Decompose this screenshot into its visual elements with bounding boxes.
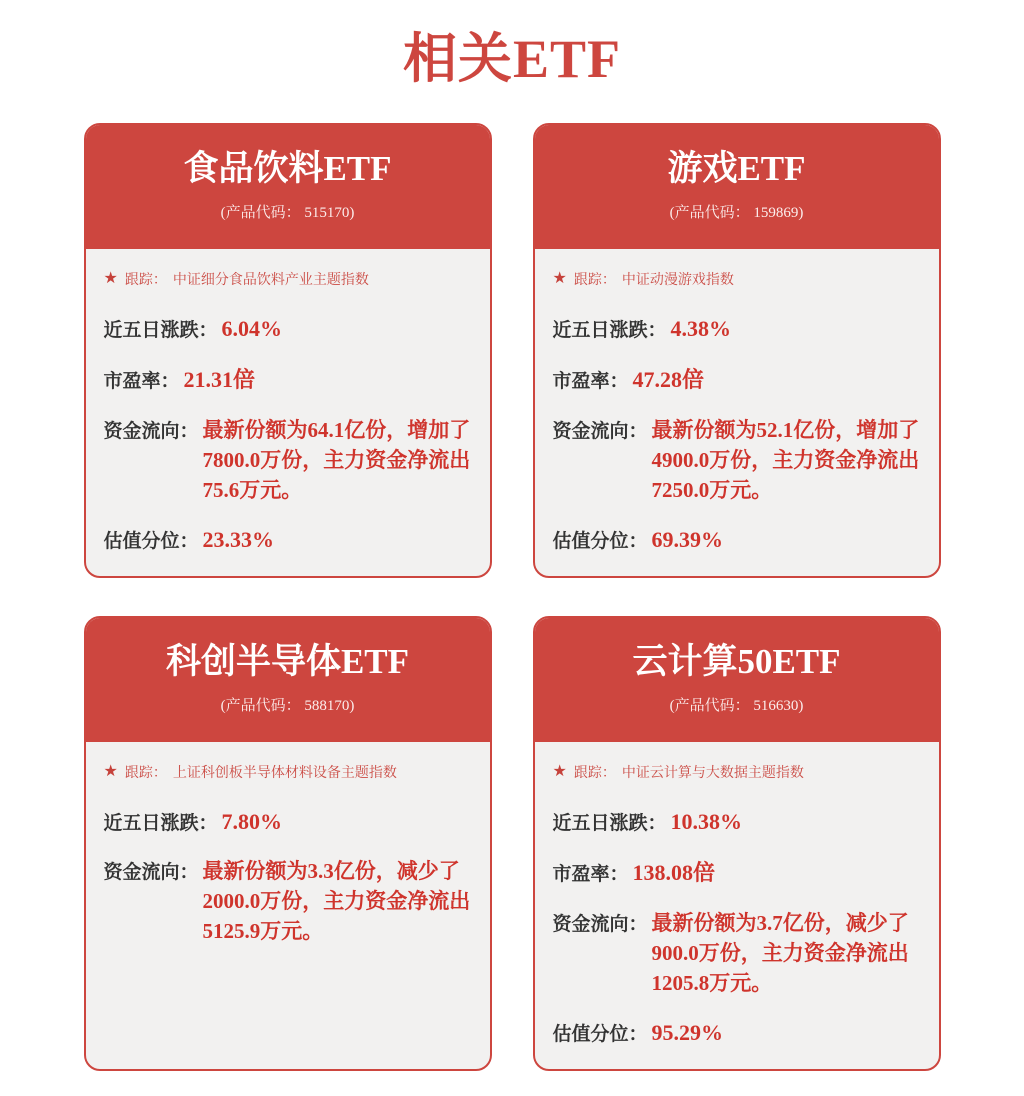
five-day-change-value: 10.38%: [670, 809, 743, 834]
five-day-change-label: 近五日涨跌：: [103, 813, 218, 834]
card-header: [86, 618, 490, 742]
star-icon: ★: [103, 763, 118, 780]
track-index-row: [553, 762, 921, 782]
valuation-percentile-value: 23.33%: [202, 527, 275, 552]
pe-ratio-value: 21.31倍: [183, 367, 256, 392]
pe-ratio-label: 市盈率：: [552, 864, 629, 885]
card-body: [86, 249, 490, 553]
pe-ratio-label: 市盈率：: [103, 371, 180, 392]
etf-name: 游戏ETF: [667, 149, 806, 188]
track-index-name: 中证细分食品饮料产业主题指数: [172, 271, 369, 287]
five-day-change-value: 6.04%: [221, 316, 283, 341]
fund-flow-value: 最新份额为3.3亿份，减少了2000.0万份，主力资金净流出5125.9万元。: [202, 859, 471, 943]
page-title: 相关ETF: [402, 29, 622, 89]
valuation-percentile-value: 95.29%: [651, 1020, 724, 1045]
etf-card-game: [533, 123, 941, 578]
valuation-percentile-row: [104, 526, 472, 553]
pe-ratio-value: 47.28倍: [632, 367, 705, 392]
fund-flow-row: [553, 415, 921, 505]
track-index-name: 中证动漫游戏指数: [621, 271, 734, 287]
valuation-percentile-row: [553, 1019, 921, 1046]
fund-flow-label: 资金流向：: [103, 862, 199, 883]
card-header: [86, 125, 490, 249]
star-icon: ★: [552, 270, 567, 287]
fund-flow-label: 资金流向：: [552, 421, 648, 442]
track-index-row: [553, 269, 921, 289]
track-index-row: [104, 762, 472, 782]
etf-card-food-beverage: [84, 123, 492, 578]
valuation-percentile-label: 估值分位：: [552, 531, 648, 552]
card-header: [535, 125, 939, 249]
star-icon: ★: [103, 270, 118, 287]
etf-name: 科创半导体ETF: [165, 642, 410, 681]
five-day-change-value: 7.80%: [221, 809, 283, 834]
etf-product-code: (产品代码： 515170): [220, 205, 355, 221]
pe-ratio-row: [553, 856, 921, 887]
fund-flow-label: 资金流向：: [103, 421, 199, 442]
card-body: [535, 742, 939, 1046]
etf-product-code: (产品代码： 159869): [669, 205, 804, 221]
track-label: 跟踪：: [573, 271, 616, 287]
valuation-percentile-label: 估值分位：: [103, 531, 199, 552]
fund-flow-value: 最新份额为52.1亿份，增加了4900.0万份，主力资金净流出7250.0万元。: [651, 418, 920, 502]
valuation-percentile-value: 69.39%: [651, 527, 724, 552]
five-day-change-label: 近五日涨跌：: [552, 813, 667, 834]
fund-flow-row: [104, 415, 472, 505]
fund-flow-value: 最新份额为3.7亿份，减少了900.0万份，主力资金净流出1205.8万元。: [651, 911, 909, 995]
pe-ratio-value: 138.08倍: [632, 860, 716, 885]
card-header: [535, 618, 939, 742]
five-day-change-row: [104, 315, 472, 342]
star-icon: ★: [552, 763, 567, 780]
card-body: [535, 249, 939, 553]
five-day-change-value: 4.38%: [670, 316, 732, 341]
card-body: [86, 742, 490, 946]
track-label: 跟踪：: [573, 764, 616, 780]
etf-name: 食品饮料ETF: [183, 149, 392, 188]
five-day-change-row: [553, 315, 921, 342]
etf-card-grid: [84, 123, 941, 1071]
valuation-percentile-label: 估值分位：: [552, 1024, 648, 1045]
five-day-change-row: [104, 808, 472, 835]
etf-product-code: (产品代码： 588170): [220, 698, 355, 714]
etf-product-code: (产品代码： 516630): [669, 698, 804, 714]
track-index-row: [104, 269, 472, 289]
five-day-change-label: 近五日涨跌：: [552, 320, 667, 341]
fund-flow-label: 资金流向：: [552, 914, 648, 935]
track-label: 跟踪：: [124, 764, 167, 780]
five-day-change-row: [553, 808, 921, 835]
pe-ratio-row: [104, 363, 472, 394]
pe-ratio-label: 市盈率：: [552, 371, 629, 392]
etf-name: 云计算50ETF: [632, 642, 841, 681]
fund-flow-row: [553, 908, 921, 998]
pe-ratio-row: [553, 363, 921, 394]
fund-flow-value: 最新份额为64.1亿份，增加了7800.0万份，主力资金净流出75.6万元。: [202, 418, 471, 502]
valuation-percentile-row: [553, 526, 921, 553]
etf-card-cloud-computing: [533, 616, 941, 1071]
track-index-name: 上证科创板半导体材料设备主题指数: [172, 764, 397, 780]
fund-flow-row: [104, 856, 472, 946]
track-label: 跟踪：: [124, 271, 167, 287]
etf-card-sci-tech-semiconductor: [84, 616, 492, 1071]
five-day-change-label: 近五日涨跌：: [103, 320, 218, 341]
track-index-name: 中证云计算与大数据主题指数: [621, 764, 804, 780]
